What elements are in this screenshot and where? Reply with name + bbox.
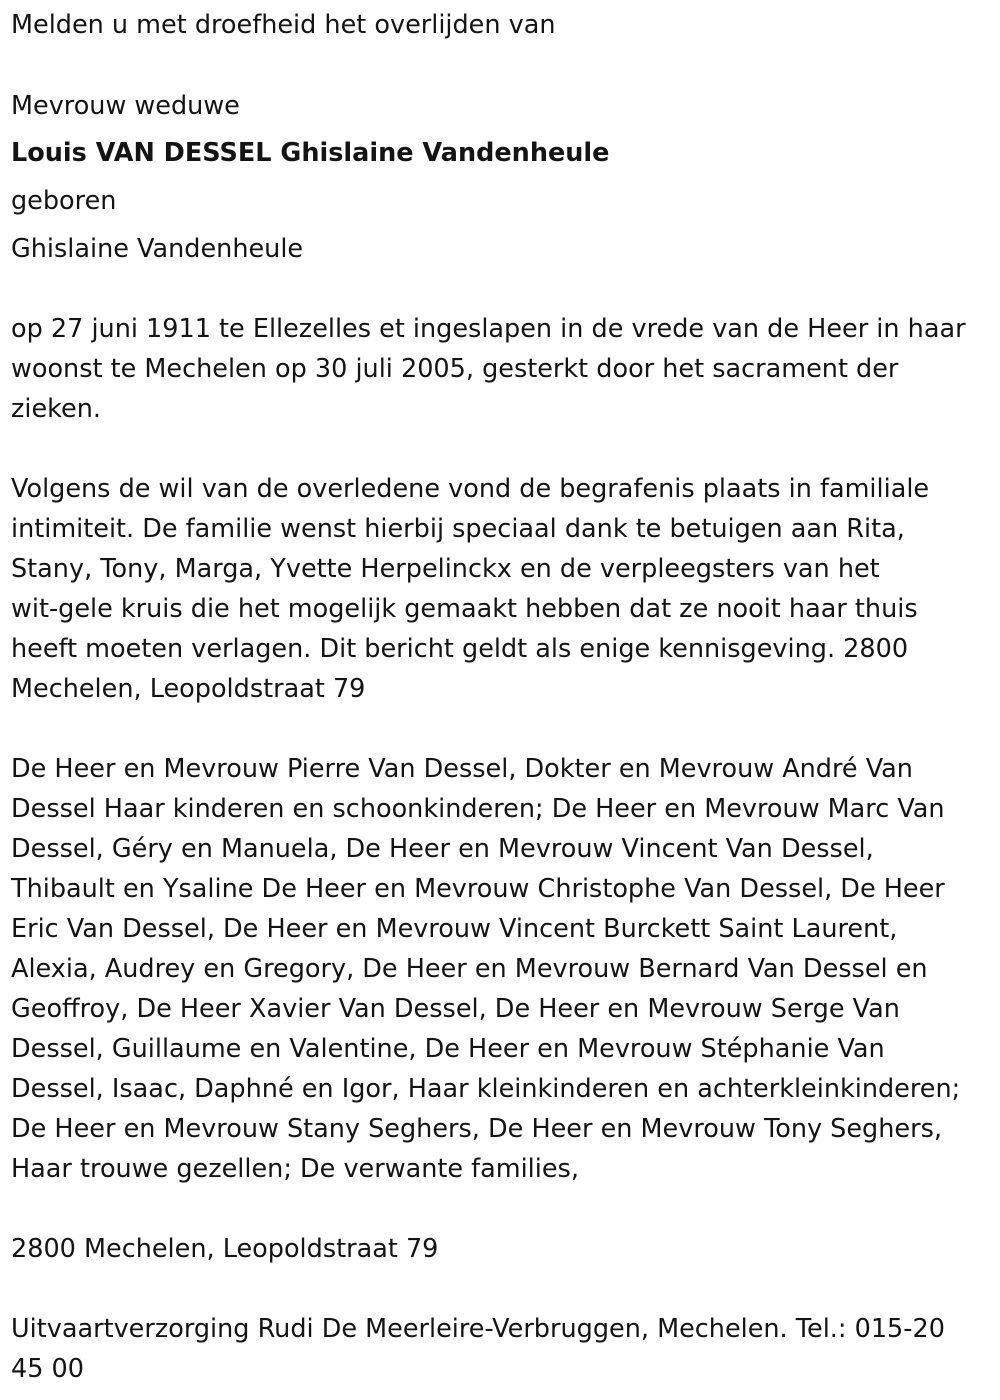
paragraph-line: De Heer en Mevrouw Pierre Van Dessel, Dokter en Mevrouw André Van [11,754,913,784]
paragraph-line: Volgens de wil van de overledene vond de begrafenis plaats in familiale [11,474,930,504]
paragraph-line: Uitvaartverzorging Rudi De Meerleire-Verbruggen, Mechelen. Tel.: 015-20 [11,1314,945,1344]
paragraph-line: Thibault en Ysaline De Heer en Mevrouw Christophe Van Dessel, De Heer [11,874,945,904]
paragraph-line: Dessel, Isaac, Daphné en Igor, Haar kleinkinderen en achterkleinkinderen; [11,1074,961,1104]
born-label: geboren [11,186,117,216]
paragraph-line: zieken. [11,394,101,424]
paragraph-line: Geoffroy, De Heer Xavier Van Dessel, De Heer en Mevrouw Serge Van [11,994,900,1024]
paragraph-line: De Heer en Mevrouw Stany Seghers, De Heer en Mevrouw Tony Seghers, [11,1114,942,1144]
paragraph-line: Dessel Haar kinderen en schoonkinderen; De Heer en Mevrouw Marc Van [11,794,945,824]
paragraph-line: wit-gele kruis die het mogelijk gemaakt hebben dat ze nooit haar thuis [11,594,918,624]
paragraph-line: Alexia, Audrey en Gregory, De Heer en Mevrouw Bernard Van Dessel en [11,954,928,984]
funeral-paragraph [11,469,929,709]
paragraph-line: Stany, Tony, Marga, Yvette Herpelinckx en de verpleegsters van het [11,554,880,584]
paragraph-line: woonst te Mechelen op 30 juli 2005, gesterkt door het sacrament der [11,354,899,384]
undertaker-paragraph [11,1309,945,1389]
intro-text: Melden u met droefheid het overlijden van [11,10,556,40]
paragraph-line: 45 00 [11,1354,85,1384]
paragraph-line: op 27 juni 1911 te Ellezelles et ingeslapen in de vrede van de Heer in haar [11,314,966,344]
paragraph-line: heeft moeten verlagen. Dit bericht geldt als enige kennisgeving. 2800 [11,634,909,664]
paragraph-line: Eric Van Dessel, De Heer en Mevrouw Vincent Burckett Saint Laurent, [11,914,898,944]
family-paragraph [11,749,960,1189]
paragraph-line: Dessel, Guillaume en Valentine, De Heer en Mevrouw Stéphanie Van [11,1034,885,1064]
honorific: Mevrouw weduwe [11,91,240,121]
paragraph-line: Dessel, Géry en Manuela, De Heer en Mevrouw Vincent Van Dessel, [11,834,874,864]
paragraph-line: intimiteit. De familie wenst hierbij speciaal dank te betuigen aan Rita, [11,514,905,544]
birth-death-paragraph [11,309,966,429]
address-line: 2800 Mechelen, Leopoldstraat 79 [11,1234,439,1264]
birth-name: Ghislaine Vandenheule [11,234,304,264]
deceased-name: Louis VAN DESSEL Ghislaine Vandenheule [11,138,610,168]
paragraph-line: Mechelen, Leopoldstraat 79 [11,674,366,704]
paragraph-line: Haar trouwe gezellen; De verwante families, [11,1154,579,1184]
